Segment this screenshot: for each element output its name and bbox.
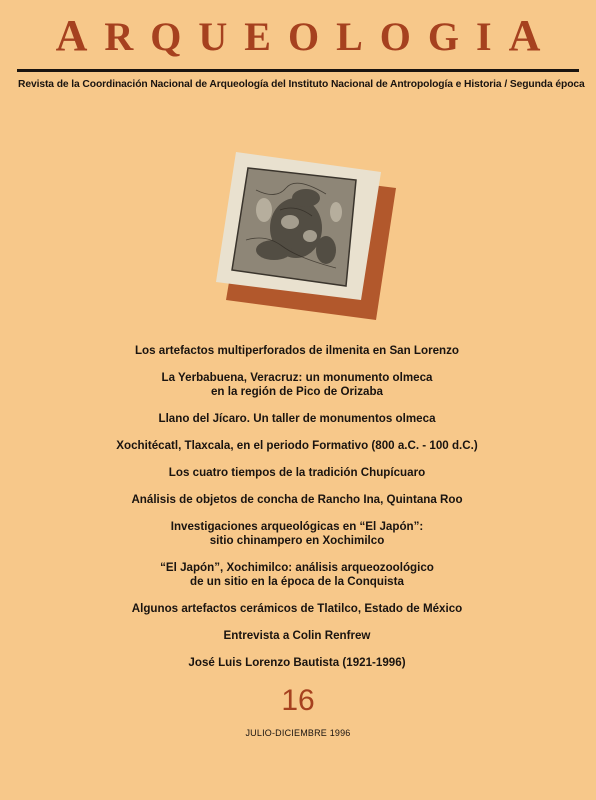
toc-entry-line: “El Japón”, Xochimilco: análisis arqueozoológico [160, 561, 434, 574]
title-final: A [508, 11, 558, 60]
toc-entry [60, 371, 534, 399]
toc-entry-line: José Luis Lorenzo Bautista (1921-1996) [188, 656, 406, 669]
cover-image-stone-monument [186, 150, 396, 320]
toc-entry-line: Entrevista a Colin Renfrew [223, 629, 371, 642]
toc-entry-line: Los artefactos multiperforados de ilmenita en San Lorenzo [134, 344, 460, 357]
toc-entry [60, 561, 534, 589]
toc-entry [60, 493, 534, 507]
magazine-title [14, 11, 582, 60]
title-initial: A [55, 11, 105, 60]
toc-entry-line: Xochitécatl, Tlaxcala, en el periodo Formativo (800 a.C. - 100 d.C.) [116, 439, 478, 452]
masthead [14, 11, 582, 60]
toc-entry [60, 466, 534, 480]
toc-entry [60, 629, 534, 643]
toc-entry-line: Investigaciones arqueológicas en “El Japón”: [170, 520, 424, 533]
magazine-subtitle: Revista de la Coordinación Nacional de Arqueología del Instituto Nacional de Antropología e Historia / Segunda época [18, 79, 585, 90]
toc-entry-line: de un sitio en la época de la Conquista [190, 575, 404, 588]
table-of-contents [60, 344, 534, 683]
issue-number: 16 [281, 684, 315, 717]
toc-entry-line: La Yerbabuena, Veracruz: un monumento olmeca [161, 371, 433, 384]
issue-date: JULIO-DICIEMBRE 1996 [245, 728, 351, 738]
toc-entry [60, 412, 534, 426]
toc-entry-line: sitio chinampero en Xochimilco [209, 534, 385, 547]
toc-entry [60, 656, 534, 670]
toc-entry [60, 520, 534, 548]
toc-entry-line: Llano del Jícaro. Un taller de monumentos olmeca [158, 412, 436, 425]
toc-entry-line: Análisis de objetos de concha de Rancho Ina, Quintana Roo [131, 493, 463, 506]
toc-entry-line: Algunos artefactos cerámicos de Tlatilco, Estado de México [131, 602, 463, 615]
title-middle: RQUEOLOGI [104, 14, 509, 59]
toc-entry-line: Los cuatro tiempos de la tradición Chupícuaro [168, 466, 426, 479]
toc-entry-line: en la región de Pico de Orizaba [210, 385, 384, 398]
toc-entry [60, 602, 534, 616]
toc-entry [60, 344, 534, 358]
toc-entry [60, 439, 534, 453]
masthead-rule [17, 69, 579, 72]
